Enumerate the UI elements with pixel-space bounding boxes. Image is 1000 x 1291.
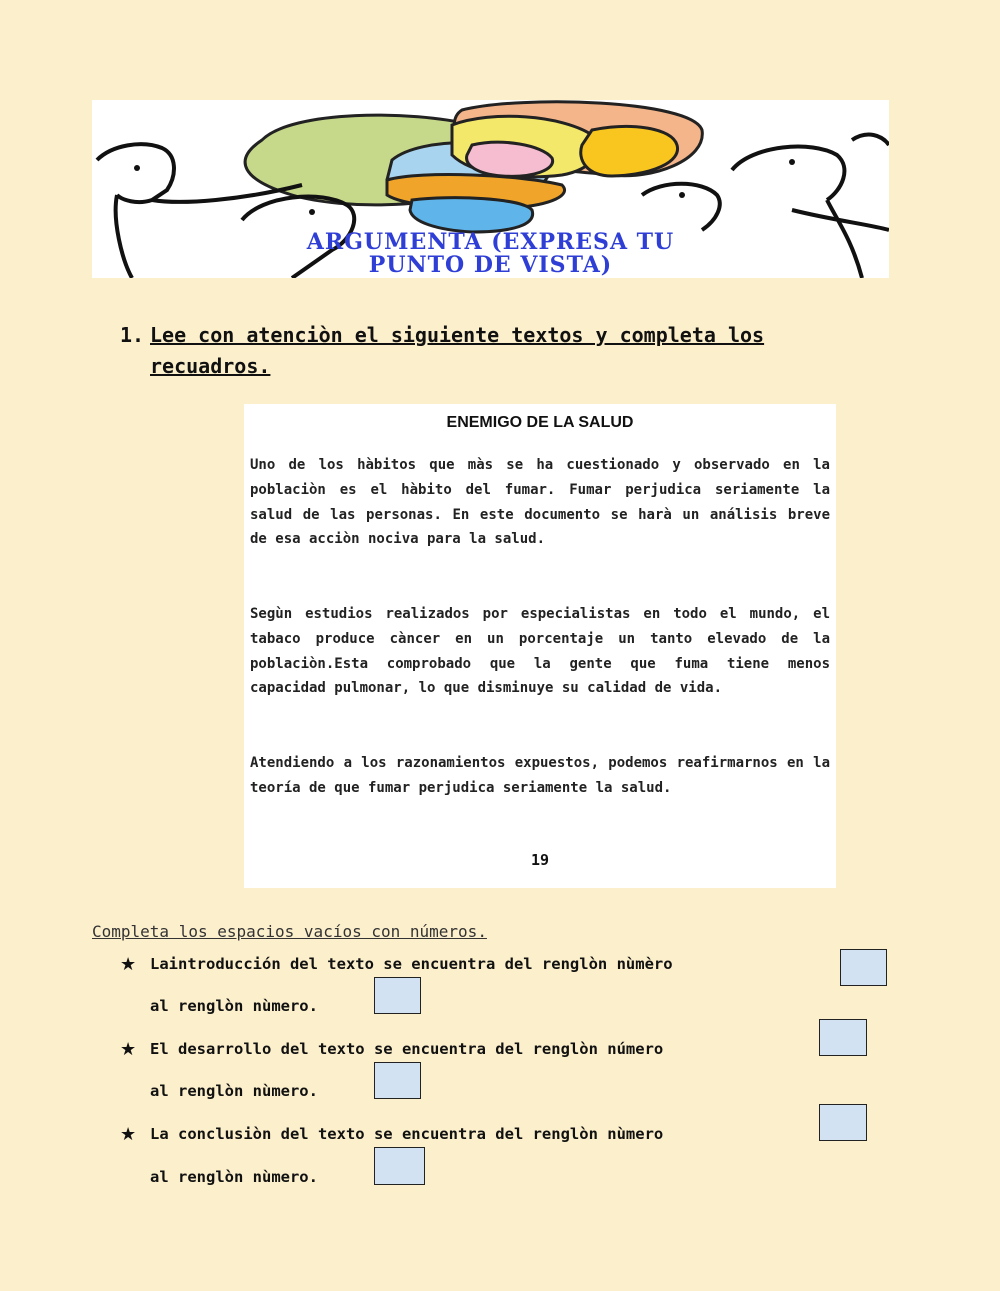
reading-title: ENEMIGO DE LA SALUD xyxy=(446,414,634,431)
star-bullet-icon: ★ xyxy=(120,954,137,975)
reading-paragraph-3: Atendiendo a los razonamientos expuestos, podemos reafirmarnos en la teoría de que fumar perjudica seriamente la salud. xyxy=(250,755,830,796)
item-3-from-input[interactable] xyxy=(819,1104,867,1141)
page-number: 19 xyxy=(530,851,550,869)
item-3-to-input[interactable] xyxy=(374,1147,425,1185)
banner-title-line1: ARGUMENTA (EXPRESA TU xyxy=(306,229,675,255)
star-bullet-icon: ★ xyxy=(120,1039,137,1060)
item-1-to-input[interactable] xyxy=(374,977,421,1014)
item-3-line2: al renglòn nùmero. xyxy=(150,1168,318,1186)
banner-image xyxy=(92,100,889,278)
item-2-to-input[interactable] xyxy=(374,1062,421,1099)
item-1-from-input[interactable] xyxy=(840,949,887,986)
question-text: Lee con atenciòn el siguiente textos y completa los recuadros. xyxy=(150,323,765,378)
item-3-line1: La conclusiòn del texto se encuentra del renglòn nùmero xyxy=(150,1125,664,1143)
banner-title-line2: PUNTO DE VISTA) xyxy=(368,252,613,278)
question-number: 1. xyxy=(120,323,145,347)
item-1-line2: al renglòn nùmero. xyxy=(150,997,318,1015)
reading-paragraph-2: Segùn estudios realizados por especialistas en todo el mundo, el tabaco produce càncer en un porcentaje un tanto elevado de la poblaciòn.Esta comprobado que la gente que fuma tiene menos capacidad pulmonar, lo que disminuye su calidad de vida. xyxy=(250,606,830,697)
item-1-line1: Laintroducción del texto se encuentra del renglòn nùmèro xyxy=(150,955,673,973)
reading-paragraph-1: Uno de los hàbitos que màs se ha cuestionado y observado en la poblaciòn es el hàbito del fumar. Fumar perjudica seriamente la salud de las personas. En este documento se harà un análisis breve de esa acciòn nociva para la salud. xyxy=(250,457,830,548)
instruction-text: Completa los espacios vacíos con números. xyxy=(92,922,487,941)
item-2-line2: al renglòn nùmero. xyxy=(150,1082,318,1100)
item-2-line1: El desarrollo del texto se encuentra del renglòn número xyxy=(150,1040,664,1058)
item-2-from-input[interactable] xyxy=(819,1019,867,1056)
star-bullet-icon: ★ xyxy=(120,1124,137,1145)
